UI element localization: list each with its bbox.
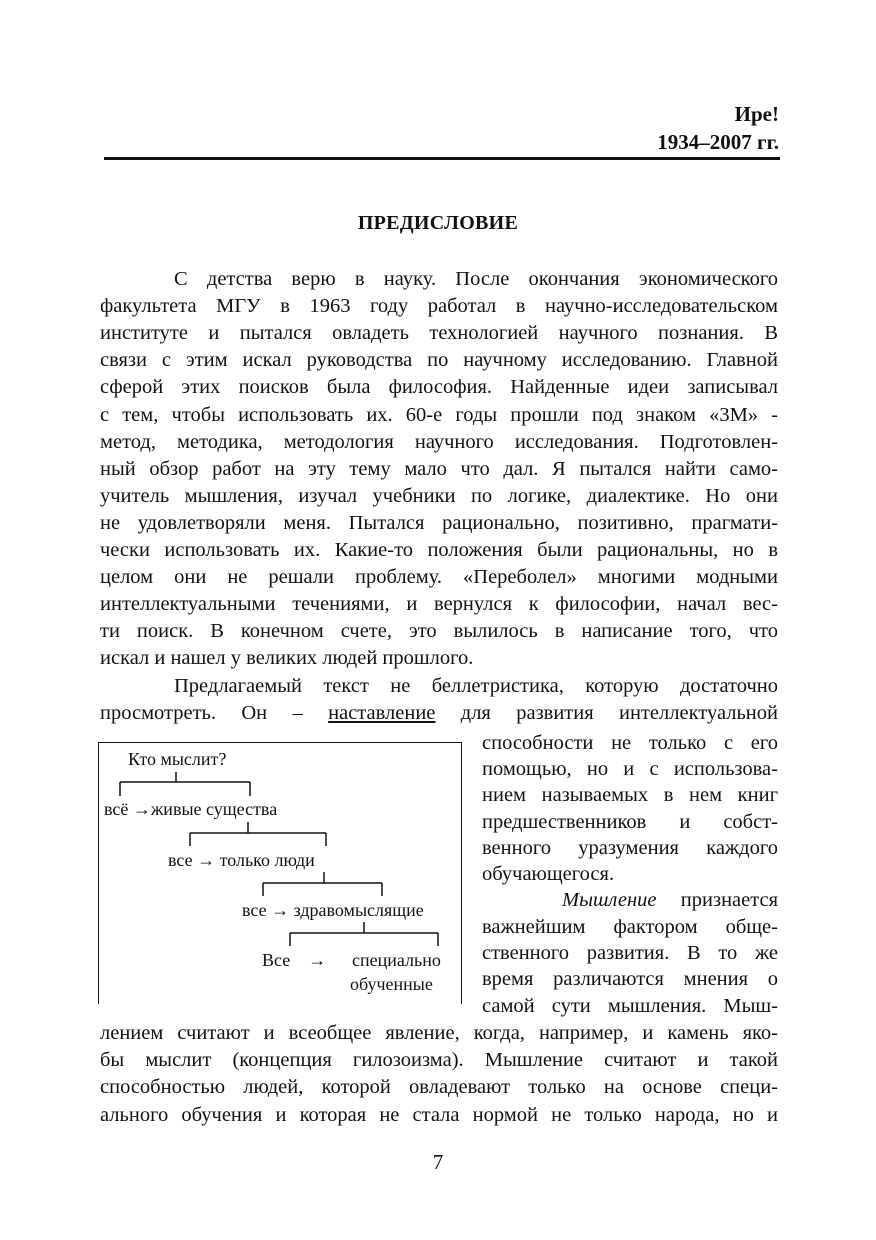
right-column-line: способности не только с его — [482, 732, 778, 754]
paragraph-line: факультета МГУ в 1963 году работал в научно-исследовательском — [100, 295, 778, 318]
diagram-level-3: все → здравомыслящие — [242, 900, 424, 920]
right-column-line: помощью, но и с использова- — [482, 758, 778, 781]
header-rule — [104, 157, 780, 160]
paragraph-line: лением считают и всеобщее явление, когда, например, и камень яко- — [100, 1022, 778, 1044]
paragraph-line: способностью людей, которой овладевают только на основе специ- — [100, 1076, 778, 1099]
right-column-line: венного уразумения каждого — [482, 836, 778, 859]
paragraph-line: институте и пытался овладеть технологией научного познания. В — [100, 322, 778, 345]
paragraph-line: с тем, чтобы использовать их. 60-е годы прошли под знаком «3М» - — [100, 403, 778, 426]
paragraph-line: метод, методика, методология научного исследования. Подготовлен- — [100, 430, 778, 453]
diagram-level-1: всё →живые существа — [104, 799, 278, 819]
diagram-root-label: Кто мыслит? — [128, 749, 227, 769]
page-number: 7 — [432, 1150, 444, 1174]
right-column-line-italic — [482, 887, 778, 913]
right-column-line: время различаются мнения о — [482, 968, 778, 991]
text-segment: для развития интеллектуальной — [435, 702, 778, 724]
paragraph-line: искал и нашел у великих людей прошлого. — [100, 647, 474, 670]
page-title: ПРЕДИСЛОВИЕ — [357, 212, 519, 234]
diagram-level-2: все → только люди — [168, 850, 315, 870]
right-column-line: ственного развития. В то же — [482, 942, 778, 965]
paragraph-2-line-1: Предлагаемый текст не беллетристика, которую достаточно — [174, 675, 778, 697]
paragraph-line: связи с этим искал руководства по научному исследованию. Главной — [100, 349, 778, 372]
paragraph-line: чески использовать их. Какие-то положения были рациональны, но в — [100, 539, 778, 561]
paragraph-line: С детства верю в науку. После окончания экономического — [174, 268, 778, 290]
italic-word: Мышление — [562, 889, 657, 911]
paragraph-line: учитель мышления, изучал учебники по логике, диалектике. Но они — [100, 484, 778, 507]
diagram-level-4-left: Все → — [262, 950, 327, 970]
diagram-level-4-right: специально — [352, 950, 441, 970]
text-segment: признается — [656, 889, 778, 911]
header-years: 1934–2007 гг. — [657, 130, 779, 154]
paragraph-line: не удовлетворяли меня. Пытался рационально, позитивно, прагмати- — [100, 511, 778, 534]
paragraph-line: целом они не решали проблему. «Переболел» многими модными — [100, 566, 778, 589]
right-column-line: самой сути мышления. Мыш- — [482, 994, 778, 1017]
diagram-level-4-right-2: обученные — [350, 974, 433, 994]
paragraph-line: бы мыслит (концепция гилозоизма). Мышление считают и такой — [100, 1049, 778, 1072]
paragraph-2-line-2 — [100, 700, 778, 727]
thinking-hierarchy-diagram — [98, 742, 462, 1004]
right-column-line: важнейшим фактором обще- — [482, 916, 778, 938]
paragraph-line: ный обзор работ на эту тему мало что дал. Я пытался найти само- — [100, 457, 778, 480]
right-column-line: обучающегося. — [482, 863, 615, 885]
right-column-line: нием называемых в нем книг — [482, 784, 778, 807]
paragraph-line: ти поиск. В конечном счете, это вылилось в написание того, что — [100, 620, 778, 643]
underlined-word: наставление — [328, 702, 436, 724]
paragraph-line: ального обучения и которая не стала нормой не только народа, но и — [100, 1103, 778, 1126]
right-column-line: предшественников и собст- — [482, 810, 778, 833]
text-segment: просмотреть. Он – — [100, 702, 329, 724]
paragraph-line: сферой этих поисков была философия. Найденные идеи записывал — [100, 376, 778, 399]
header-dedication: Ире! — [734, 102, 779, 126]
paragraph-line: интеллектуальными течениями, и вернулся к философии, начал вес- — [100, 593, 778, 616]
